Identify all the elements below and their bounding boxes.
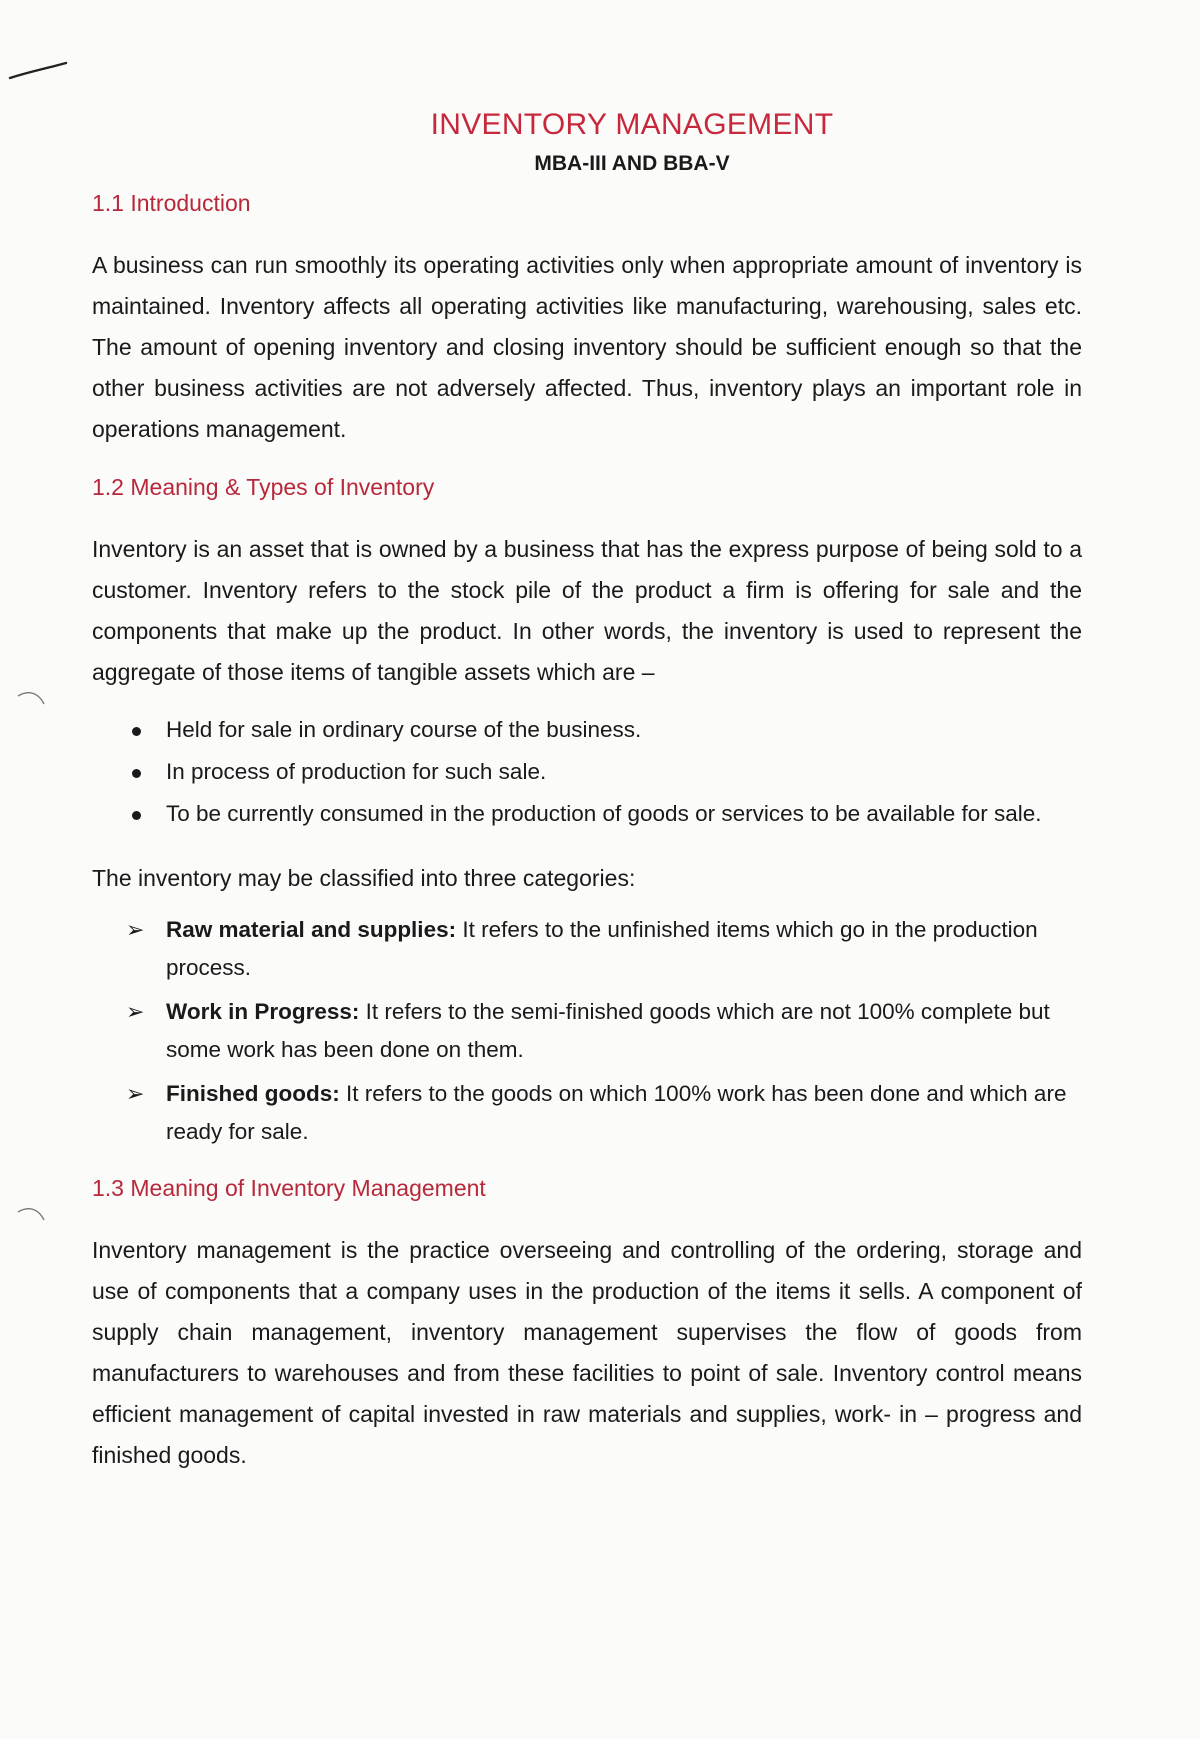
section-heading-meaning-types: 1.2 Meaning & Types of Inventory — [92, 474, 435, 500]
arrow-right-icon: ➢ — [126, 1081, 145, 1106]
introduction-paragraph: A business can run smoothly its operating activities only when appropriate amount of inventory is maintained. Inventory affects all operating activities like manufacturing, warehousing, sales etc. The amount of opening inventory and closing inventory should be sufficient enough so that the other business activities are not adversely affected. Thus, inventory plays an important role in operations management. — [92, 252, 1082, 442]
list-item-text: To be currently consumed in the production of goods or services to be available for sale. — [166, 801, 1042, 826]
document-subtitle: MBA-III AND BBA-V — [534, 152, 730, 175]
category-item — [126, 1075, 1082, 1151]
category-description: It refers to the semi-finished goods which are not 100% complete but some work has been done on them. — [166, 999, 1050, 1062]
category-term: Raw material and supplies: — [166, 917, 457, 942]
category-item — [126, 911, 1082, 987]
bullet-dot-icon — [132, 811, 141, 820]
list-item-text: In process of production for such sale. — [166, 759, 547, 784]
inventory-management-paragraph: Inventory management is the practice overseeing and controlling of the ordering, storage and use of components that a company uses in the production of the items it sells. A component of supply chain management, inventory management supervises the flow of goods from manufacturers to warehouses and from these facilities to point of sale. Inventory control means efficient management of capital invested in raw materials and supplies, work- in – progress and finished goods. — [92, 1237, 1082, 1468]
arrow-right-icon: ➢ — [126, 917, 145, 942]
list-item — [132, 711, 1082, 749]
arrow-right-icon: ➢ — [126, 999, 145, 1024]
document-title: INVENTORY MANAGEMENT — [430, 108, 834, 141]
classification-lead: The inventory may be classified into three categories: — [92, 865, 636, 891]
bullet-dot-icon — [132, 727, 141, 736]
pen-stroke-mark — [8, 60, 68, 82]
punch-hole-mark — [14, 1204, 48, 1226]
document-body — [92, 108, 1082, 1500]
category-item — [126, 993, 1082, 1069]
asset-bullet-list — [92, 711, 1082, 833]
punch-hole-mark — [14, 688, 48, 710]
category-list — [92, 911, 1082, 1151]
list-item — [132, 753, 1082, 791]
category-term: Work in Progress: — [166, 999, 360, 1024]
section-heading-introduction: 1.1 Introduction — [92, 190, 251, 216]
list-item-text: Held for sale in ordinary course of the business. — [166, 717, 642, 742]
section-heading-inventory-management: 1.3 Meaning of Inventory Management — [92, 1175, 486, 1201]
bullet-dot-icon — [132, 769, 141, 778]
list-item — [132, 795, 1082, 833]
category-description: It refers to the unfinished items which go in the production process. — [166, 917, 1038, 980]
meaning-types-paragraph: Inventory is an asset that is owned by a business that has the express purpose of being sold to a customer. Inventory refers to the stock pile of the product a firm is offering for sale and the components that make up the product. In other words, the inventory is used to represent the aggregate of those items of tangible assets which are – — [92, 536, 1082, 685]
category-description: It refers to the goods on which 100% work has been done and which are ready for sale. — [166, 1081, 1067, 1144]
category-term: Finished goods: — [166, 1081, 340, 1106]
